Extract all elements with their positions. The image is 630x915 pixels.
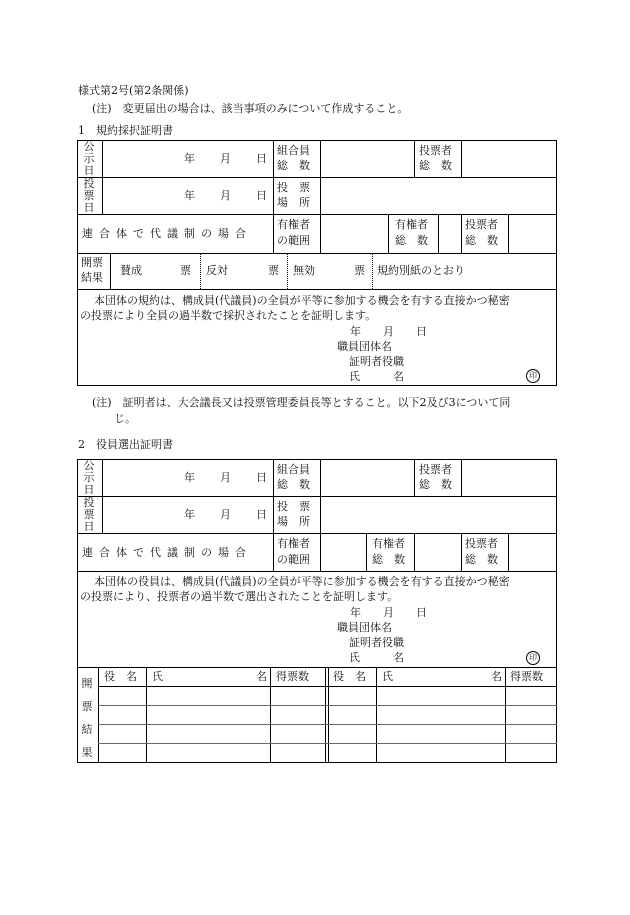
col-shi-right: 氏 — [382, 670, 393, 683]
s2-basho-label1: 投 票 — [277, 500, 310, 513]
s1-kouji-year: 年 — [184, 152, 195, 165]
col-tokuhyou-left: 得票数 — [276, 670, 309, 683]
s2-kouji-day: 日 — [256, 471, 267, 484]
s2-touhyou-year: 年 — [184, 508, 195, 521]
col-tokuhyou-right: 得票数 — [510, 670, 543, 683]
s1-cert-date: 年 月 日 — [350, 325, 427, 338]
section2-title: 2 役員選出証明書 — [78, 438, 173, 451]
s2-kumiai-label2: 総 数 — [277, 478, 310, 491]
s2-name-label: 氏 名 — [349, 651, 404, 664]
s1-touhyou-year: 年 — [184, 189, 195, 202]
s1-basho-label2: 場 所 — [277, 196, 310, 209]
col-yakumei-left: 役 名 — [104, 670, 137, 683]
s1-kaihyou-label1: 開票 — [81, 256, 103, 269]
s1-basho-label1: 投 票 — [277, 181, 310, 194]
s1-kouji-month: 月 — [220, 152, 231, 165]
header-note: (注) 変更届出の場合は、該当事項のみについて作成すること。 — [92, 102, 409, 115]
col-shi-left: 氏 — [152, 670, 163, 683]
s2-kouji-label: 公示日 — [83, 459, 95, 496]
s1-kumiai-label2: 総 数 — [277, 159, 310, 172]
s1-seal: 印 — [526, 369, 540, 383]
s1-touhyou-day: 日 — [256, 189, 267, 202]
s2-kouji-year: 年 — [184, 471, 195, 484]
s1-name-label: 氏 名 — [349, 370, 404, 383]
s2-org-name: 職員団体名 — [337, 621, 392, 634]
s2-touhyousha-label2: 総 数 — [419, 478, 452, 491]
s2-cert-date: 年 月 日 — [350, 606, 427, 619]
s2-kouji-month: 月 — [220, 471, 231, 484]
s2-kaihyou-vertical: 開票結果 — [81, 677, 93, 759]
s2-touhyou-day: 日 — [256, 508, 267, 521]
s2-cert-text2: の投票により、投票者の過半数で選出されたことを証明します。 — [80, 590, 399, 603]
s1-cert-text1: 本団体の規約は、構成員(代議員)の全員が平等に参加する機会を有する直接かつ秘密 — [94, 294, 510, 307]
s2-touhyousha-total1: 投票者 — [465, 537, 498, 550]
s2-touhyousha-label1: 投票者 — [419, 463, 452, 476]
s1-touhyousha-label2: 総 数 — [419, 159, 452, 172]
betsushi-label: 規約別紙のとおり — [377, 264, 465, 277]
s1-touhyousha-total2: 総 数 — [465, 234, 498, 247]
s2-yuukensha-total1: 有権者 — [372, 537, 405, 550]
hantai-label: 反対 — [206, 264, 228, 277]
col-mei-right: 名 — [491, 670, 502, 683]
s2-kumiai-label1: 組合員 — [277, 463, 310, 476]
s1-org-name: 職員団体名 — [337, 340, 392, 353]
s1-rengou-label: 連合体で代議制の場合 — [82, 227, 252, 240]
s2-basho-label2: 場 所 — [277, 515, 310, 528]
s2-yuukensha-range1: 有権者 — [277, 537, 310, 550]
s1-yuukensha-range1: 有権者 — [277, 218, 310, 231]
col-mei-left: 名 — [256, 670, 267, 683]
sansei-hyou: 票 — [180, 264, 191, 277]
touhyou-label: 投票日 — [83, 177, 95, 214]
s1-yuukensha-range2: の範囲 — [277, 234, 310, 247]
sansei-label: 賛成 — [120, 264, 142, 277]
section1-title: 1 規約採択証明書 — [78, 124, 173, 137]
s2-touhyou-label: 投票日 — [83, 496, 95, 533]
s2-yuukensha-range2: の範囲 — [277, 553, 310, 566]
s2-touhyou-month: 月 — [220, 508, 231, 521]
s2-certifier-title: 証明者役職 — [349, 636, 404, 649]
note2-line2: じ。 — [114, 412, 136, 425]
mukou-hyou: 票 — [354, 264, 365, 277]
s1-touhyousha-total1: 投票者 — [465, 218, 498, 231]
s1-kouji-day: 日 — [256, 152, 267, 165]
s2-yuukensha-total2: 総 数 — [372, 553, 405, 566]
col-yakumei-right: 役 名 — [333, 670, 366, 683]
s1-yuukensha-total1: 有権者 — [395, 218, 428, 231]
s1-touhyou-month: 月 — [220, 189, 231, 202]
s2-seal: 印 — [526, 651, 540, 665]
s1-kumiai-label1: 組合員 — [277, 144, 310, 157]
s1-yuukensha-total2: 総 数 — [395, 234, 428, 247]
s1-kaihyou-label2: 結果 — [81, 271, 103, 284]
kouji-label: 公示日 — [83, 140, 95, 177]
s1-cert-text2: の投票により全員の過半数で採択されたことを証明します。 — [80, 309, 377, 322]
s1-touhyousha-label1: 投票者 — [419, 144, 452, 157]
form-title: 様式第2号(第2条関係) — [78, 84, 189, 97]
note2-line1: (注) 証明者は、大会議長又は投票管理委員長等とすること。以下2及び3について同 — [92, 396, 511, 409]
mukou-label: 無効 — [293, 264, 315, 277]
s2-rengou-label: 連合体で代議制の場合 — [82, 546, 252, 559]
s1-certifier-title: 証明者役職 — [349, 355, 404, 368]
s2-touhyousha-total2: 総 数 — [465, 553, 498, 566]
hantai-hyou: 票 — [268, 264, 279, 277]
section2-table — [77, 459, 557, 763]
s2-cert-text1: 本団体の役員は、構成員(代議員)の全員が平等に参加する機会を有する直接かつ秘密 — [94, 575, 510, 588]
